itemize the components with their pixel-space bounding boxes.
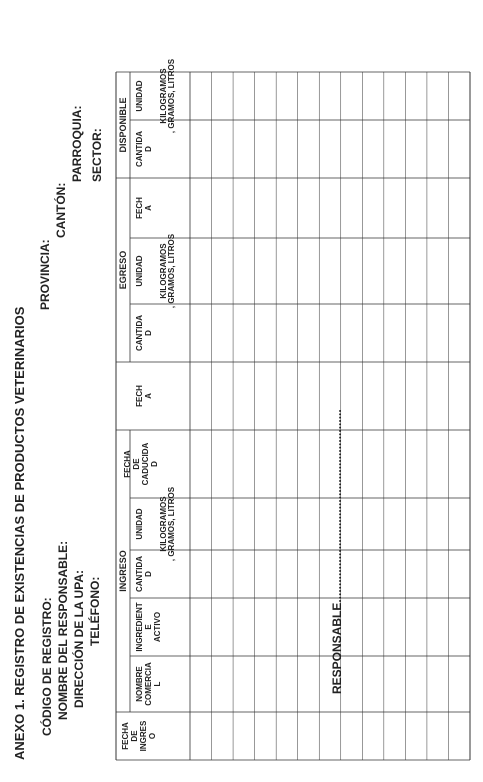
field-sector: SECTOR: bbox=[90, 128, 104, 182]
group-header-ingreso: INGRESO bbox=[118, 550, 128, 592]
field-direccion-upa: DIRECCIÓN DE LA UPA: bbox=[72, 570, 86, 708]
column-header-9: A bbox=[144, 205, 153, 211]
field-codigo-registro: CÓDIGO DE REGISTRO: bbox=[40, 597, 54, 736]
column-header-5: D bbox=[150, 461, 159, 467]
column-header-0: FECHA bbox=[121, 722, 130, 750]
column-header-6: FECH bbox=[135, 385, 144, 407]
unit-note-8: , GRAMOS, LITROS bbox=[167, 233, 176, 309]
unit-note-4: , GRAMOS, LITROS bbox=[167, 486, 176, 562]
column-header-4: UNIDAD bbox=[135, 508, 144, 540]
column-header-3: D bbox=[144, 571, 153, 577]
column-header-11: UNIDAD bbox=[135, 80, 144, 112]
column-header-2: INGREDIENT bbox=[135, 602, 144, 652]
field-telefono: TELÉFONO: bbox=[88, 576, 102, 646]
column-header-5: FECHA bbox=[123, 450, 132, 478]
field-parroquia: PARROQUIA: bbox=[70, 105, 84, 182]
unit-note-4: KILOGRAMOS bbox=[159, 496, 168, 552]
unit-note-11: , GRAMOS, LITROS bbox=[167, 58, 176, 134]
document-title: ANEXO 1. REGISTRO DE EXISTENCIAS DE PRODUCTOS VETERINARIOS bbox=[12, 306, 27, 760]
column-header-2: E bbox=[144, 624, 153, 630]
unit-note-8: KILOGRAMOS bbox=[159, 243, 168, 299]
unit-note-11: KILOGRAMOS bbox=[159, 68, 168, 124]
responsable-signature-line: RESPONSABLE.......................................................... bbox=[330, 409, 344, 694]
column-header-1: COMERCIA bbox=[144, 662, 153, 706]
column-header-5: CADUCIDA bbox=[141, 442, 150, 486]
column-header-1: L bbox=[153, 681, 162, 687]
field-nombre-responsable: NOMBRE DEL RESPONSABLE: bbox=[56, 540, 70, 720]
column-header-0: INGRES bbox=[139, 720, 148, 752]
field-canton: CANTÓN: bbox=[54, 182, 68, 238]
column-header-3: CANTIDA bbox=[135, 556, 144, 592]
column-header-7: D bbox=[144, 330, 153, 336]
group-header-egreso: EGRESO bbox=[118, 250, 128, 290]
column-header-0: O bbox=[148, 732, 157, 740]
column-header-7: CANTIDA bbox=[135, 315, 144, 351]
column-header-1: NOMBRE bbox=[135, 666, 144, 702]
column-header-10: CANTIDA bbox=[135, 131, 144, 167]
group-header-disponible: DISPONIBLE bbox=[118, 97, 128, 153]
column-header-5: DE bbox=[132, 458, 141, 470]
column-header-0: DE bbox=[130, 730, 139, 742]
column-header-9: FECH bbox=[135, 197, 144, 219]
field-provincia: PROVINCIA: bbox=[38, 239, 52, 310]
column-header-6: A bbox=[144, 393, 153, 399]
column-header-8: UNIDAD bbox=[135, 255, 144, 287]
column-header-2: ACTIVO bbox=[153, 611, 162, 643]
column-header-10: D bbox=[144, 146, 153, 152]
